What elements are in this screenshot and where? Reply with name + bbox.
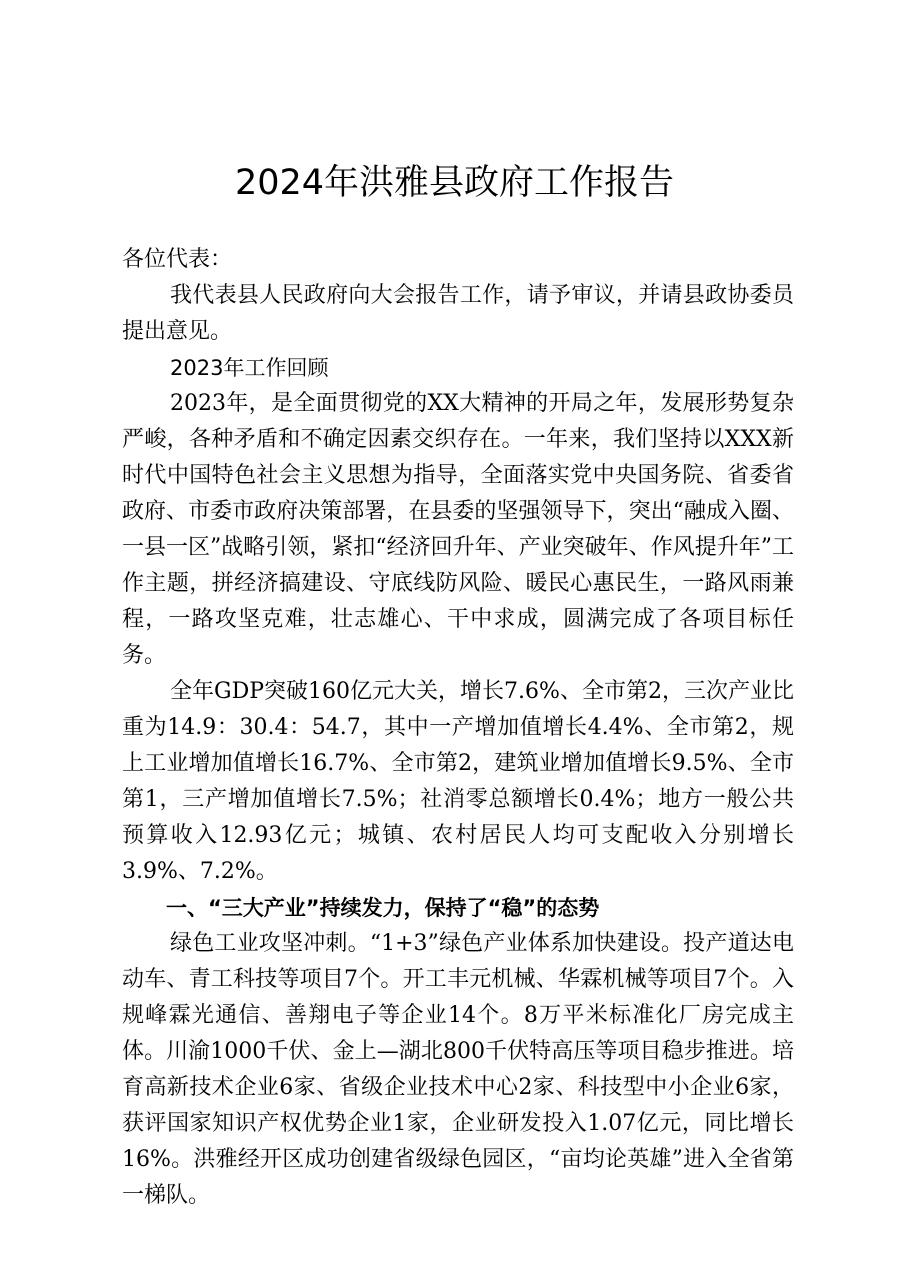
document-title: 2024年洪雅县政府工作报告: [234, 163, 675, 203]
salutation: 各位代表：: [122, 247, 233, 272]
document-body: [122, 242, 794, 1214]
section-heading-review: 2023年工作回顾: [170, 356, 329, 380]
intro-paragraph: 我代表县人民政府向大会报告工作，请予审议，并请县政协委员提出意见。: [122, 283, 794, 344]
overview-paragraph: 2023年，是全面贯彻党的XX大精神的开局之年，发展形势复杂严峻，各种矛盾和不确定因素交织存在。一年来，我们坚持以XXX新时代中国特色社会主义思想为指导，全面落实党中央国务院、省委省政府、市委市政府决策部署，在县委的坚强领导下，突出“融成入圈、一县一区”战略引领，紧扣“经济回升年、产业突破年、作风提升年”工作主题，拼经济搞建设、守底线防风险、暖民心惠民生，一路风雨兼程，一路攻坚克难，壮志雄心、干中求成，圆满完成了各项目标任务。: [122, 391, 794, 668]
section-heading-one: 一、“三大产业”持续发力，保持了“稳”的态势: [166, 896, 600, 920]
gdp-paragraph: 全年GDP突破160亿元大关，增长7.6%、全市第2，三次产业比重为14.9：30.4：54.7，其中一产增加值增长4.4%、全市第2，规上工业增加值增长16.7%、全市第2，建筑业增加值增长9.5%、全市第1，三产增加值增长7.5%；社消零总额增长0.4%；地方一般公共预算收入12.93亿元；城镇、农村居民人均可支配收入分别增长3.9%、7.2%。: [122, 679, 794, 884]
industry-paragraph: 绿色工业攻坚冲刺。“1+3”绿色产业体系加快建设。投产道达电动车、青工科技等项目7个。开工丰元机械、华霖机械等项目7个。入规峰霖光通信、善翔电子等企业14个。8万平米标准化厂房完成主体。川渝1000千伏、金上—湖北800千伏特高压等项目稳步推进。培育高新技术企业6家、省级企业技术中心2家、科技型中小企业6家，获评国家知识产权优势企业1家，企业研发投入1.07亿元，同比增长16%。洪雅经开区成功创建省级绿色园区，“亩均论英雄”进入全省第一梯队。: [122, 931, 794, 1208]
